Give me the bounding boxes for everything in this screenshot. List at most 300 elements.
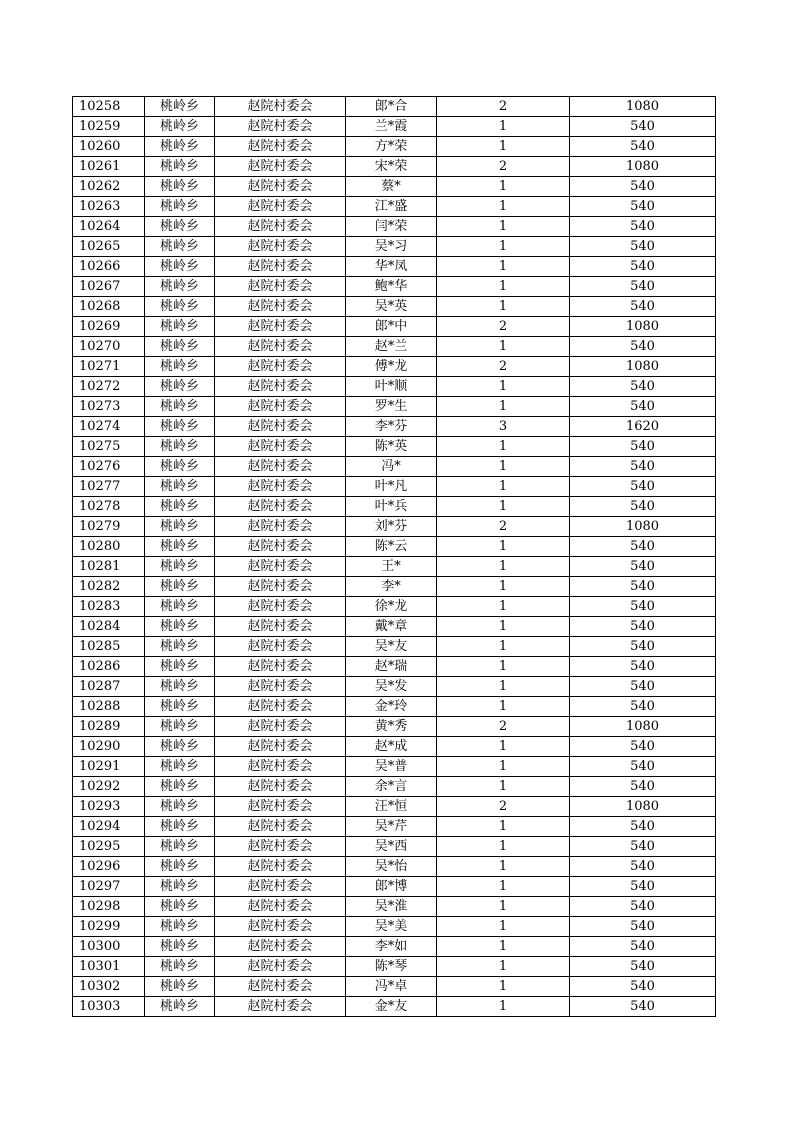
cell-amount: 1080 [570, 317, 716, 337]
cell-village: 赵院村委会 [215, 637, 346, 657]
cell-id: 10301 [73, 957, 145, 977]
table-row [73, 517, 716, 537]
cell-name: 吴*习 [346, 237, 437, 257]
cell-village: 赵院村委会 [215, 997, 346, 1017]
cell-id: 10302 [73, 977, 145, 997]
cell-village: 赵院村委会 [215, 537, 346, 557]
cell-village: 赵院村委会 [215, 477, 346, 497]
table-row [73, 217, 716, 237]
cell-amount: 540 [570, 917, 716, 937]
cell-village: 赵院村委会 [215, 737, 346, 757]
cell-name: 吴*发 [346, 677, 437, 697]
cell-name: 蔡* [346, 177, 437, 197]
table-row [73, 317, 716, 337]
cell-count: 1 [437, 137, 570, 157]
table-row [73, 897, 716, 917]
table-row [73, 777, 716, 797]
cell-count: 2 [437, 317, 570, 337]
cell-id: 10300 [73, 937, 145, 957]
cell-name: 吴*美 [346, 917, 437, 937]
cell-town: 桃岭乡 [145, 497, 215, 517]
cell-town: 桃岭乡 [145, 137, 215, 157]
cell-town: 桃岭乡 [145, 617, 215, 637]
cell-id: 10297 [73, 877, 145, 897]
cell-amount: 1080 [570, 717, 716, 737]
cell-name: 赵*兰 [346, 337, 437, 357]
cell-name: 郎*中 [346, 317, 437, 337]
cell-town: 桃岭乡 [145, 537, 215, 557]
cell-name: 陈*琴 [346, 957, 437, 977]
cell-count: 1 [437, 937, 570, 957]
cell-name: 金*玲 [346, 697, 437, 717]
cell-town: 桃岭乡 [145, 897, 215, 917]
cell-name: 叶*兵 [346, 497, 437, 517]
table-row [73, 697, 716, 717]
cell-amount: 540 [570, 657, 716, 677]
cell-amount: 540 [570, 677, 716, 697]
cell-village: 赵院村委会 [215, 457, 346, 477]
cell-town: 桃岭乡 [145, 317, 215, 337]
cell-amount: 540 [570, 597, 716, 617]
cell-amount: 540 [570, 497, 716, 517]
cell-town: 桃岭乡 [145, 237, 215, 257]
cell-village: 赵院村委会 [215, 897, 346, 917]
cell-amount: 540 [570, 817, 716, 837]
cell-name: 吴*怡 [346, 857, 437, 877]
cell-count: 1 [437, 957, 570, 977]
cell-town: 桃岭乡 [145, 757, 215, 777]
cell-id: 10267 [73, 277, 145, 297]
cell-count: 1 [437, 897, 570, 917]
table-row [73, 297, 716, 317]
cell-village: 赵院村委会 [215, 617, 346, 637]
cell-town: 桃岭乡 [145, 177, 215, 197]
cell-town: 桃岭乡 [145, 957, 215, 977]
table-row [73, 197, 716, 217]
cell-village: 赵院村委会 [215, 137, 346, 157]
cell-amount: 540 [570, 117, 716, 137]
cell-town: 桃岭乡 [145, 377, 215, 397]
cell-village: 赵院村委会 [215, 277, 346, 297]
cell-count: 1 [437, 237, 570, 257]
cell-id: 10283 [73, 597, 145, 617]
cell-id: 10282 [73, 577, 145, 597]
cell-town: 桃岭乡 [145, 817, 215, 837]
table-row [73, 577, 716, 597]
cell-amount: 540 [570, 277, 716, 297]
cell-village: 赵院村委会 [215, 777, 346, 797]
cell-village: 赵院村委会 [215, 417, 346, 437]
table-row [73, 637, 716, 657]
table-row [73, 497, 716, 517]
cell-count: 1 [437, 857, 570, 877]
cell-name: 汪*恒 [346, 797, 437, 817]
cell-village: 赵院村委会 [215, 357, 346, 377]
cell-name: 徐*龙 [346, 597, 437, 617]
cell-name: 刘*芬 [346, 517, 437, 537]
table-row [73, 937, 716, 957]
cell-count: 1 [437, 697, 570, 717]
cell-count: 1 [437, 397, 570, 417]
cell-amount: 540 [570, 377, 716, 397]
cell-amount: 540 [570, 637, 716, 657]
cell-count: 1 [437, 817, 570, 837]
cell-count: 1 [437, 597, 570, 617]
cell-count: 1 [437, 217, 570, 237]
cell-id: 10260 [73, 137, 145, 157]
cell-count: 1 [437, 657, 570, 677]
cell-count: 2 [437, 357, 570, 377]
cell-count: 1 [437, 257, 570, 277]
cell-name: 吴*英 [346, 297, 437, 317]
cell-id: 10279 [73, 517, 145, 537]
subsidy-table [72, 96, 716, 1017]
table-row [73, 137, 716, 157]
cell-town: 桃岭乡 [145, 157, 215, 177]
cell-town: 桃岭乡 [145, 597, 215, 617]
cell-name: 戴*章 [346, 617, 437, 637]
cell-count: 1 [437, 677, 570, 697]
cell-village: 赵院村委会 [215, 157, 346, 177]
cell-name: 黄*秀 [346, 717, 437, 737]
cell-name: 方*荣 [346, 137, 437, 157]
cell-count: 1 [437, 497, 570, 517]
cell-village: 赵院村委会 [215, 757, 346, 777]
cell-id: 10280 [73, 537, 145, 557]
cell-village: 赵院村委会 [215, 697, 346, 717]
cell-id: 10290 [73, 737, 145, 757]
cell-town: 桃岭乡 [145, 997, 215, 1017]
cell-name: 赵*成 [346, 737, 437, 757]
cell-town: 桃岭乡 [145, 357, 215, 377]
cell-village: 赵院村委会 [215, 597, 346, 617]
cell-amount: 540 [570, 977, 716, 997]
table-row [73, 817, 716, 837]
cell-amount: 540 [570, 557, 716, 577]
cell-village: 赵院村委会 [215, 957, 346, 977]
cell-town: 桃岭乡 [145, 457, 215, 477]
cell-count: 2 [437, 717, 570, 737]
cell-amount: 540 [570, 237, 716, 257]
table-row [73, 877, 716, 897]
cell-count: 1 [437, 737, 570, 757]
cell-town: 桃岭乡 [145, 97, 215, 117]
cell-amount: 1080 [570, 517, 716, 537]
cell-town: 桃岭乡 [145, 417, 215, 437]
cell-village: 赵院村委会 [215, 497, 346, 517]
cell-id: 10291 [73, 757, 145, 777]
table-row [73, 597, 716, 617]
cell-village: 赵院村委会 [215, 397, 346, 417]
cell-town: 桃岭乡 [145, 197, 215, 217]
cell-id: 10288 [73, 697, 145, 717]
cell-count: 2 [437, 157, 570, 177]
cell-village: 赵院村委会 [215, 117, 346, 137]
table-row [73, 237, 716, 257]
cell-id: 10285 [73, 637, 145, 657]
cell-town: 桃岭乡 [145, 717, 215, 737]
cell-count: 1 [437, 177, 570, 197]
cell-name: 傅*龙 [346, 357, 437, 377]
cell-village: 赵院村委会 [215, 877, 346, 897]
cell-name: 吴*西 [346, 837, 437, 857]
table-row [73, 117, 716, 137]
cell-count: 1 [437, 777, 570, 797]
cell-town: 桃岭乡 [145, 297, 215, 317]
cell-town: 桃岭乡 [145, 857, 215, 877]
table-row [73, 757, 716, 777]
cell-id: 10269 [73, 317, 145, 337]
cell-amount: 540 [570, 737, 716, 757]
cell-count: 2 [437, 97, 570, 117]
cell-name: 王* [346, 557, 437, 577]
cell-id: 10258 [73, 97, 145, 117]
cell-count: 1 [437, 917, 570, 937]
cell-town: 桃岭乡 [145, 477, 215, 497]
cell-id: 10261 [73, 157, 145, 177]
cell-name: 冯* [346, 457, 437, 477]
table-row [73, 417, 716, 437]
table-row [73, 997, 716, 1017]
cell-village: 赵院村委会 [215, 837, 346, 857]
cell-count: 2 [437, 797, 570, 817]
cell-amount: 1080 [570, 157, 716, 177]
cell-name: 华*凤 [346, 257, 437, 277]
cell-amount: 540 [570, 877, 716, 897]
table-body [73, 97, 716, 1017]
cell-count: 1 [437, 837, 570, 857]
cell-village: 赵院村委会 [215, 517, 346, 537]
cell-name: 吴*芹 [346, 817, 437, 837]
cell-amount: 540 [570, 437, 716, 457]
table-row [73, 557, 716, 577]
table-row [73, 257, 716, 277]
cell-town: 桃岭乡 [145, 557, 215, 577]
cell-town: 桃岭乡 [145, 877, 215, 897]
cell-name: 冯*卓 [346, 977, 437, 997]
cell-id: 10274 [73, 417, 145, 437]
cell-amount: 1620 [570, 417, 716, 437]
cell-count: 1 [437, 757, 570, 777]
cell-village: 赵院村委会 [215, 437, 346, 457]
cell-village: 赵院村委会 [215, 257, 346, 277]
cell-id: 10270 [73, 337, 145, 357]
cell-village: 赵院村委会 [215, 177, 346, 197]
cell-count: 1 [437, 297, 570, 317]
table-row [73, 537, 716, 557]
cell-town: 桃岭乡 [145, 917, 215, 937]
cell-village: 赵院村委会 [215, 917, 346, 937]
cell-id: 10264 [73, 217, 145, 237]
cell-id: 10278 [73, 497, 145, 517]
cell-amount: 540 [570, 577, 716, 597]
cell-count: 1 [437, 537, 570, 557]
cell-count: 1 [437, 977, 570, 997]
cell-town: 桃岭乡 [145, 977, 215, 997]
table-row [73, 917, 716, 937]
cell-name: 李*芬 [346, 417, 437, 437]
cell-id: 10292 [73, 777, 145, 797]
cell-amount: 540 [570, 997, 716, 1017]
cell-village: 赵院村委会 [215, 377, 346, 397]
table-row [73, 797, 716, 817]
cell-town: 桃岭乡 [145, 577, 215, 597]
cell-amount: 540 [570, 137, 716, 157]
table-row [73, 397, 716, 417]
cell-amount: 1080 [570, 357, 716, 377]
cell-town: 桃岭乡 [145, 677, 215, 697]
cell-town: 桃岭乡 [145, 117, 215, 137]
cell-count: 1 [437, 877, 570, 897]
cell-id: 10262 [73, 177, 145, 197]
cell-town: 桃岭乡 [145, 657, 215, 677]
cell-amount: 1080 [570, 797, 716, 817]
cell-village: 赵院村委会 [215, 717, 346, 737]
cell-id: 10271 [73, 357, 145, 377]
cell-name: 鲍*华 [346, 277, 437, 297]
cell-id: 10284 [73, 617, 145, 637]
cell-town: 桃岭乡 [145, 937, 215, 957]
table-row [73, 97, 716, 117]
table-row [73, 477, 716, 497]
cell-village: 赵院村委会 [215, 577, 346, 597]
cell-village: 赵院村委会 [215, 557, 346, 577]
cell-amount: 540 [570, 897, 716, 917]
cell-village: 赵院村委会 [215, 197, 346, 217]
cell-name: 郎*博 [346, 877, 437, 897]
table-row [73, 437, 716, 457]
cell-town: 桃岭乡 [145, 517, 215, 537]
cell-amount: 540 [570, 857, 716, 877]
cell-count: 2 [437, 517, 570, 537]
table-row [73, 977, 716, 997]
cell-id: 10276 [73, 457, 145, 477]
cell-id: 10259 [73, 117, 145, 137]
cell-town: 桃岭乡 [145, 637, 215, 657]
cell-id: 10277 [73, 477, 145, 497]
cell-amount: 540 [570, 937, 716, 957]
cell-id: 10272 [73, 377, 145, 397]
cell-name: 郎*合 [346, 97, 437, 117]
cell-name: 赵*瑞 [346, 657, 437, 677]
cell-name: 罗*生 [346, 397, 437, 417]
table-row [73, 457, 716, 477]
cell-id: 10298 [73, 897, 145, 917]
cell-amount: 540 [570, 257, 716, 277]
cell-count: 3 [437, 417, 570, 437]
cell-town: 桃岭乡 [145, 337, 215, 357]
cell-town: 桃岭乡 [145, 397, 215, 417]
cell-id: 10273 [73, 397, 145, 417]
cell-amount: 1080 [570, 97, 716, 117]
cell-id: 10286 [73, 657, 145, 677]
table-row [73, 657, 716, 677]
cell-name: 宋*荣 [346, 157, 437, 177]
cell-id: 10296 [73, 857, 145, 877]
table-row [73, 157, 716, 177]
cell-count: 1 [437, 457, 570, 477]
cell-id: 10275 [73, 437, 145, 457]
cell-amount: 540 [570, 397, 716, 417]
table-row [73, 957, 716, 977]
cell-amount: 540 [570, 197, 716, 217]
cell-village: 赵院村委会 [215, 337, 346, 357]
table-row [73, 677, 716, 697]
cell-id: 10287 [73, 677, 145, 697]
cell-village: 赵院村委会 [215, 297, 346, 317]
cell-count: 1 [437, 197, 570, 217]
cell-town: 桃岭乡 [145, 697, 215, 717]
cell-town: 桃岭乡 [145, 737, 215, 757]
cell-name: 吴*友 [346, 637, 437, 657]
cell-count: 1 [437, 637, 570, 657]
cell-village: 赵院村委会 [215, 937, 346, 957]
cell-count: 1 [437, 377, 570, 397]
cell-village: 赵院村委会 [215, 677, 346, 697]
cell-town: 桃岭乡 [145, 277, 215, 297]
cell-id: 10265 [73, 237, 145, 257]
table-row [73, 357, 716, 377]
cell-town: 桃岭乡 [145, 797, 215, 817]
cell-count: 1 [437, 117, 570, 137]
cell-count: 1 [437, 477, 570, 497]
cell-name: 陈*云 [346, 537, 437, 557]
cell-count: 1 [437, 617, 570, 637]
cell-id: 10295 [73, 837, 145, 857]
cell-count: 1 [437, 337, 570, 357]
cell-village: 赵院村委会 [215, 977, 346, 997]
cell-village: 赵院村委会 [215, 97, 346, 117]
table-row [73, 617, 716, 637]
cell-name: 李* [346, 577, 437, 597]
cell-amount: 540 [570, 537, 716, 557]
cell-id: 10281 [73, 557, 145, 577]
cell-name: 江*盛 [346, 197, 437, 217]
cell-village: 赵院村委会 [215, 237, 346, 257]
cell-id: 10266 [73, 257, 145, 277]
cell-id: 10289 [73, 717, 145, 737]
cell-id: 10303 [73, 997, 145, 1017]
table-row [73, 737, 716, 757]
cell-count: 1 [437, 997, 570, 1017]
cell-name: 李*如 [346, 937, 437, 957]
cell-count: 1 [437, 557, 570, 577]
cell-town: 桃岭乡 [145, 437, 215, 457]
cell-amount: 540 [570, 457, 716, 477]
cell-id: 10293 [73, 797, 145, 817]
cell-count: 1 [437, 437, 570, 457]
cell-amount: 540 [570, 177, 716, 197]
cell-amount: 540 [570, 297, 716, 317]
cell-amount: 540 [570, 957, 716, 977]
cell-id: 10263 [73, 197, 145, 217]
cell-town: 桃岭乡 [145, 777, 215, 797]
table-row [73, 377, 716, 397]
table-row [73, 717, 716, 737]
cell-town: 桃岭乡 [145, 257, 215, 277]
table-row [73, 857, 716, 877]
table-row [73, 837, 716, 857]
cell-amount: 540 [570, 617, 716, 637]
cell-name: 金*友 [346, 997, 437, 1017]
cell-name: 闫*荣 [346, 217, 437, 237]
cell-village: 赵院村委会 [215, 217, 346, 237]
cell-village: 赵院村委会 [215, 797, 346, 817]
cell-id: 10299 [73, 917, 145, 937]
table-row [73, 337, 716, 357]
cell-amount: 540 [570, 777, 716, 797]
cell-amount: 540 [570, 217, 716, 237]
